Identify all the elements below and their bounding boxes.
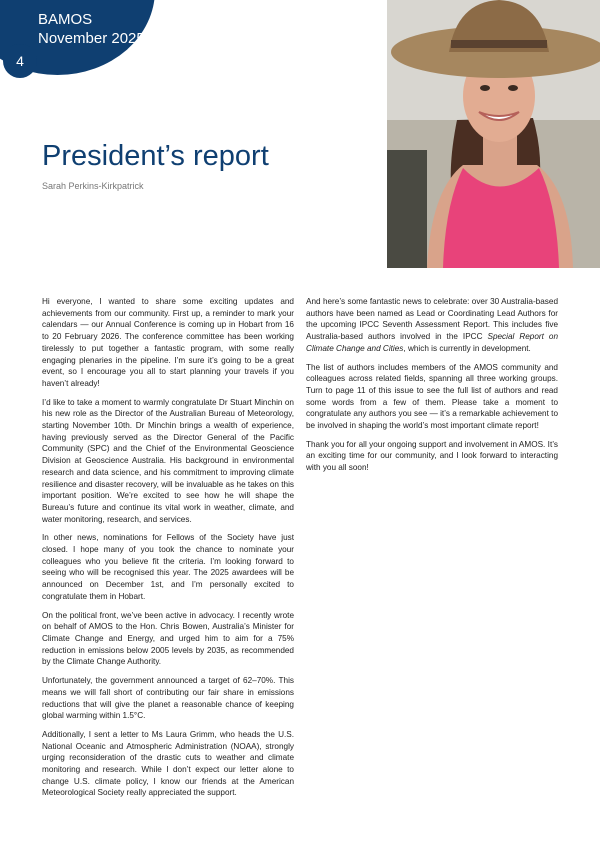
- photo-hat-band: [451, 40, 547, 48]
- body-paragraph: The list of authors includes members of the AMOS community and colleagues across related fields, spanning all three working groups. Turn to page 11 of this issue to see the full list of authors and read some words from a few of them. Please take a moment to congratulate any authors you see — it’s a remarkable achievement to be involved in shaping the world’s most important climate report!: [306, 362, 558, 431]
- photo-left-eye: [480, 85, 490, 91]
- body-paragraph: On the political front, we’ve been active in advocacy. I recently wrote on behalf of AMOS to the Hon. Chris Bowen, Australia’s Minister for Climate Change and Energy, and urged him to aim for a 75% reduction in emissions below 2005 levels by 2035, as recommended by the Climate Change Authority.: [42, 610, 294, 667]
- body-column-left: [42, 296, 294, 806]
- body-paragraph: [306, 296, 558, 355]
- body-paragraph: Unfortunately, the government announced a target of 62–70%. This means we will fall short of contributing our fair share in emissions reductions that will give the planet a reasonable chance of keeping global warming within 1.5°C.: [42, 676, 294, 721]
- body-text: , which is currently in development.: [403, 343, 531, 353]
- publication-name: BAMOS: [38, 11, 93, 28]
- issue-date: November 2025: [38, 30, 145, 47]
- author-byline: Sarah Perkins-Kirkpatrick: [42, 181, 144, 191]
- page-title: President’s report: [42, 140, 269, 172]
- header-masthead: [38, 10, 145, 48]
- body-text: And here’s some fantastic news to celebrate: over 30 Australia-based authors have been named as Lead or Coordinating Lead Authors for the upcoming IPCC Seventh Assessment Report. This includes five Australia-based authors involved in the IPCC: [306, 297, 558, 342]
- author-photo: [387, 0, 600, 268]
- portrait-illustration: [387, 0, 600, 268]
- body-paragraph: Thank you for all your ongoing support and involvement in AMOS. It’s an exciting time for our community, and I look forward to interacting with you all soon!: [306, 439, 558, 473]
- body-column-right: [306, 296, 558, 481]
- body-paragraph: Additionally, I sent a letter to Ms Laura Grimm, who heads the U.S. National Oceanic and Atmospheric Administration (NOAA), strongly urging reconsideration of the drastic cuts to weather and climate monitoring and research. While I don’t expect our letter alone to change U.S. climate policy, I know our friends at the American Meteorological Society really appreciated the support.: [42, 729, 294, 798]
- body-paragraph: Hi everyone, I wanted to share some exciting updates and achievements from our community. First up, a reminder to mark your calendars — our Annual Conference is coming up in Hobart from 16 to 20 February 2026. The conference committee has been working tirelessly to put together a fantastic program, with some really engaging plenaries in the pipeline. I’m sure it’s going to be a great event, so I encourage you all to start planning your travels if you haven’t already!: [42, 297, 294, 388]
- photo-chair: [387, 150, 427, 268]
- report-title-italic: Special Report on Climate Change and Cities: [306, 332, 558, 353]
- photo-right-eye: [508, 85, 518, 91]
- body-paragraph: In other news, nominations for Fellows of the Society have just closed. I hope many of you took the chance to nominate your colleagues who you believe fit the criteria. I’m looking forward to seeing who will be recognised this year. The 2025 awardees will be announced on December 1st, and I’m personally excited to congratulate them in Hobart.: [42, 533, 294, 601]
- page-number: 4: [3, 44, 37, 78]
- body-paragraph: I’d like to take a moment to warmly congratulate Dr Stuart Minchin on his new role as the Director of the Australian Bureau of Meteorology, starting November 10th. Dr Minchin brings a wealth of experience, having previously served as the Director General of the Pacific Community (SPC) and the Chief of the Environmental Geoscience Division at Geoscience Australia. His background in environmental research and data science, and his commitment to improving climate resilience and disaster recovery, will be invaluable as he takes on this important position. We’re excited to see how he will shape the Bureau’s future and continue its vital work in weather, climate, and water monitoring, research, and services.: [42, 397, 294, 524]
